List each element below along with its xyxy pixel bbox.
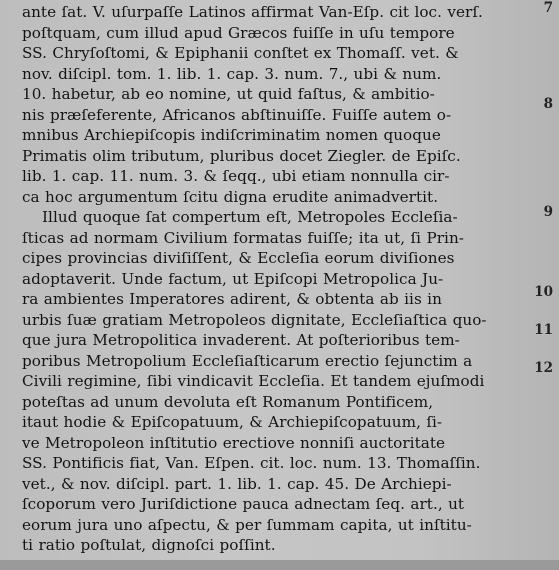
- text-line: Primatis olim tributum, pluribus docet Ziegler. de Epiſc.: [22, 146, 461, 165]
- text-line: eorum jura uno aſpectu, & per ſummam capita, ut inſtitu-: [22, 515, 472, 534]
- text-line: ſcoporum vero Juriſdictione pauca adnectam ſeq. art., ut: [22, 495, 465, 513]
- text-line: urbis ſuæ gratiam Metropoleos dignitate, Eccleſiaſtica quo-: [22, 310, 487, 329]
- text-line: adoptaverit. Unde factum, ut Epiſcopi Metropolica Ju-: [22, 269, 444, 288]
- margin-number: 9: [543, 204, 553, 220]
- text-line: SS. Pontificis fiat, Van. Eſpen. cit. loc. num. 13. Thomaſſin.: [22, 454, 481, 472]
- margin-number: 10: [534, 284, 553, 300]
- text-line: poteſtas ad unum devoluta eſt Romanum Pontificem,: [22, 392, 434, 411]
- text-line: ti ratio poſtulat, dignoſci poſſint.: [22, 536, 276, 554]
- text-line: 10. habetur, ab eo nomine, ut quid faſtus, & ambitio-: [22, 85, 435, 103]
- text-line: que jura Metropolitica invaderent. At poſterioribus tem-: [22, 331, 460, 349]
- text-block: [22, 2, 537, 556]
- text-line: lib. 1. cap. 11. num. 3. & ſeqq., ubi etiam nonnulla cir-: [22, 167, 450, 185]
- text-line: ve Metropoleon inſtitutio erectiove nonniſi auctoritate: [22, 433, 446, 452]
- text-line: Civili regimine, ſibi vindicavit Eccleſia. Et tandem ejuſmodi: [22, 372, 485, 390]
- text-line: nis præſeferente, Africanos abſtinuiſſe. Fuiſſe autem o-: [22, 105, 452, 124]
- text-line: poſtquam, cum illud apud Græcos fuiſſe in uſu tempore: [22, 23, 455, 42]
- text-line: ca hoc argumentum ſcitu digna erudite animadvertit.: [22, 187, 439, 206]
- text-line: Illud quoque ſat compertum eſt, Metropoles Eccleſia-: [42, 208, 458, 226]
- text-line: itaut hodie & Epiſcopatuum, & Archiepiſcopatuum, ſi-: [22, 413, 443, 431]
- margin-number: 8: [543, 96, 553, 112]
- text-line: mnibus Archiepiſcopis indiſcriminatim nomen quoque: [22, 126, 441, 144]
- margin-number: 7: [543, 0, 553, 16]
- margin-number: 12: [534, 360, 553, 376]
- margin-number: 11: [534, 322, 553, 338]
- page-bottom-edge: [0, 560, 559, 570]
- text-line: ante ſat. V. uſurpaſſe Latinos affirmat Van-Eſp. cit loc. verſ.: [22, 3, 483, 21]
- text-line: cipes provincias diviſiſſent, & Eccleſia eorum diviſiones: [22, 249, 455, 267]
- text-line: poribus Metropolium Eccleſiaſticarum erectio ſejunctim a: [22, 351, 473, 370]
- text-line: nov. diſcipl. tom. 1. lib. 1. cap. 3. num. 7., ubi & num.: [22, 64, 442, 83]
- text-line: vet., & nov. diſcipl. part. 1. lib. 1. cap. 45. De Archiepi-: [22, 474, 452, 493]
- text-line: ra ambientes Imperatores adirent, & obtenta ab iis in: [22, 290, 442, 308]
- text-line: ſticas ad normam Civilium formatas fuiſſe; ita ut, ſi Prin-: [22, 228, 464, 247]
- text-line: SS. Chryſoſtomi, & Epiphanii conſtet ex Thomaſſ. vet. &: [22, 44, 459, 62]
